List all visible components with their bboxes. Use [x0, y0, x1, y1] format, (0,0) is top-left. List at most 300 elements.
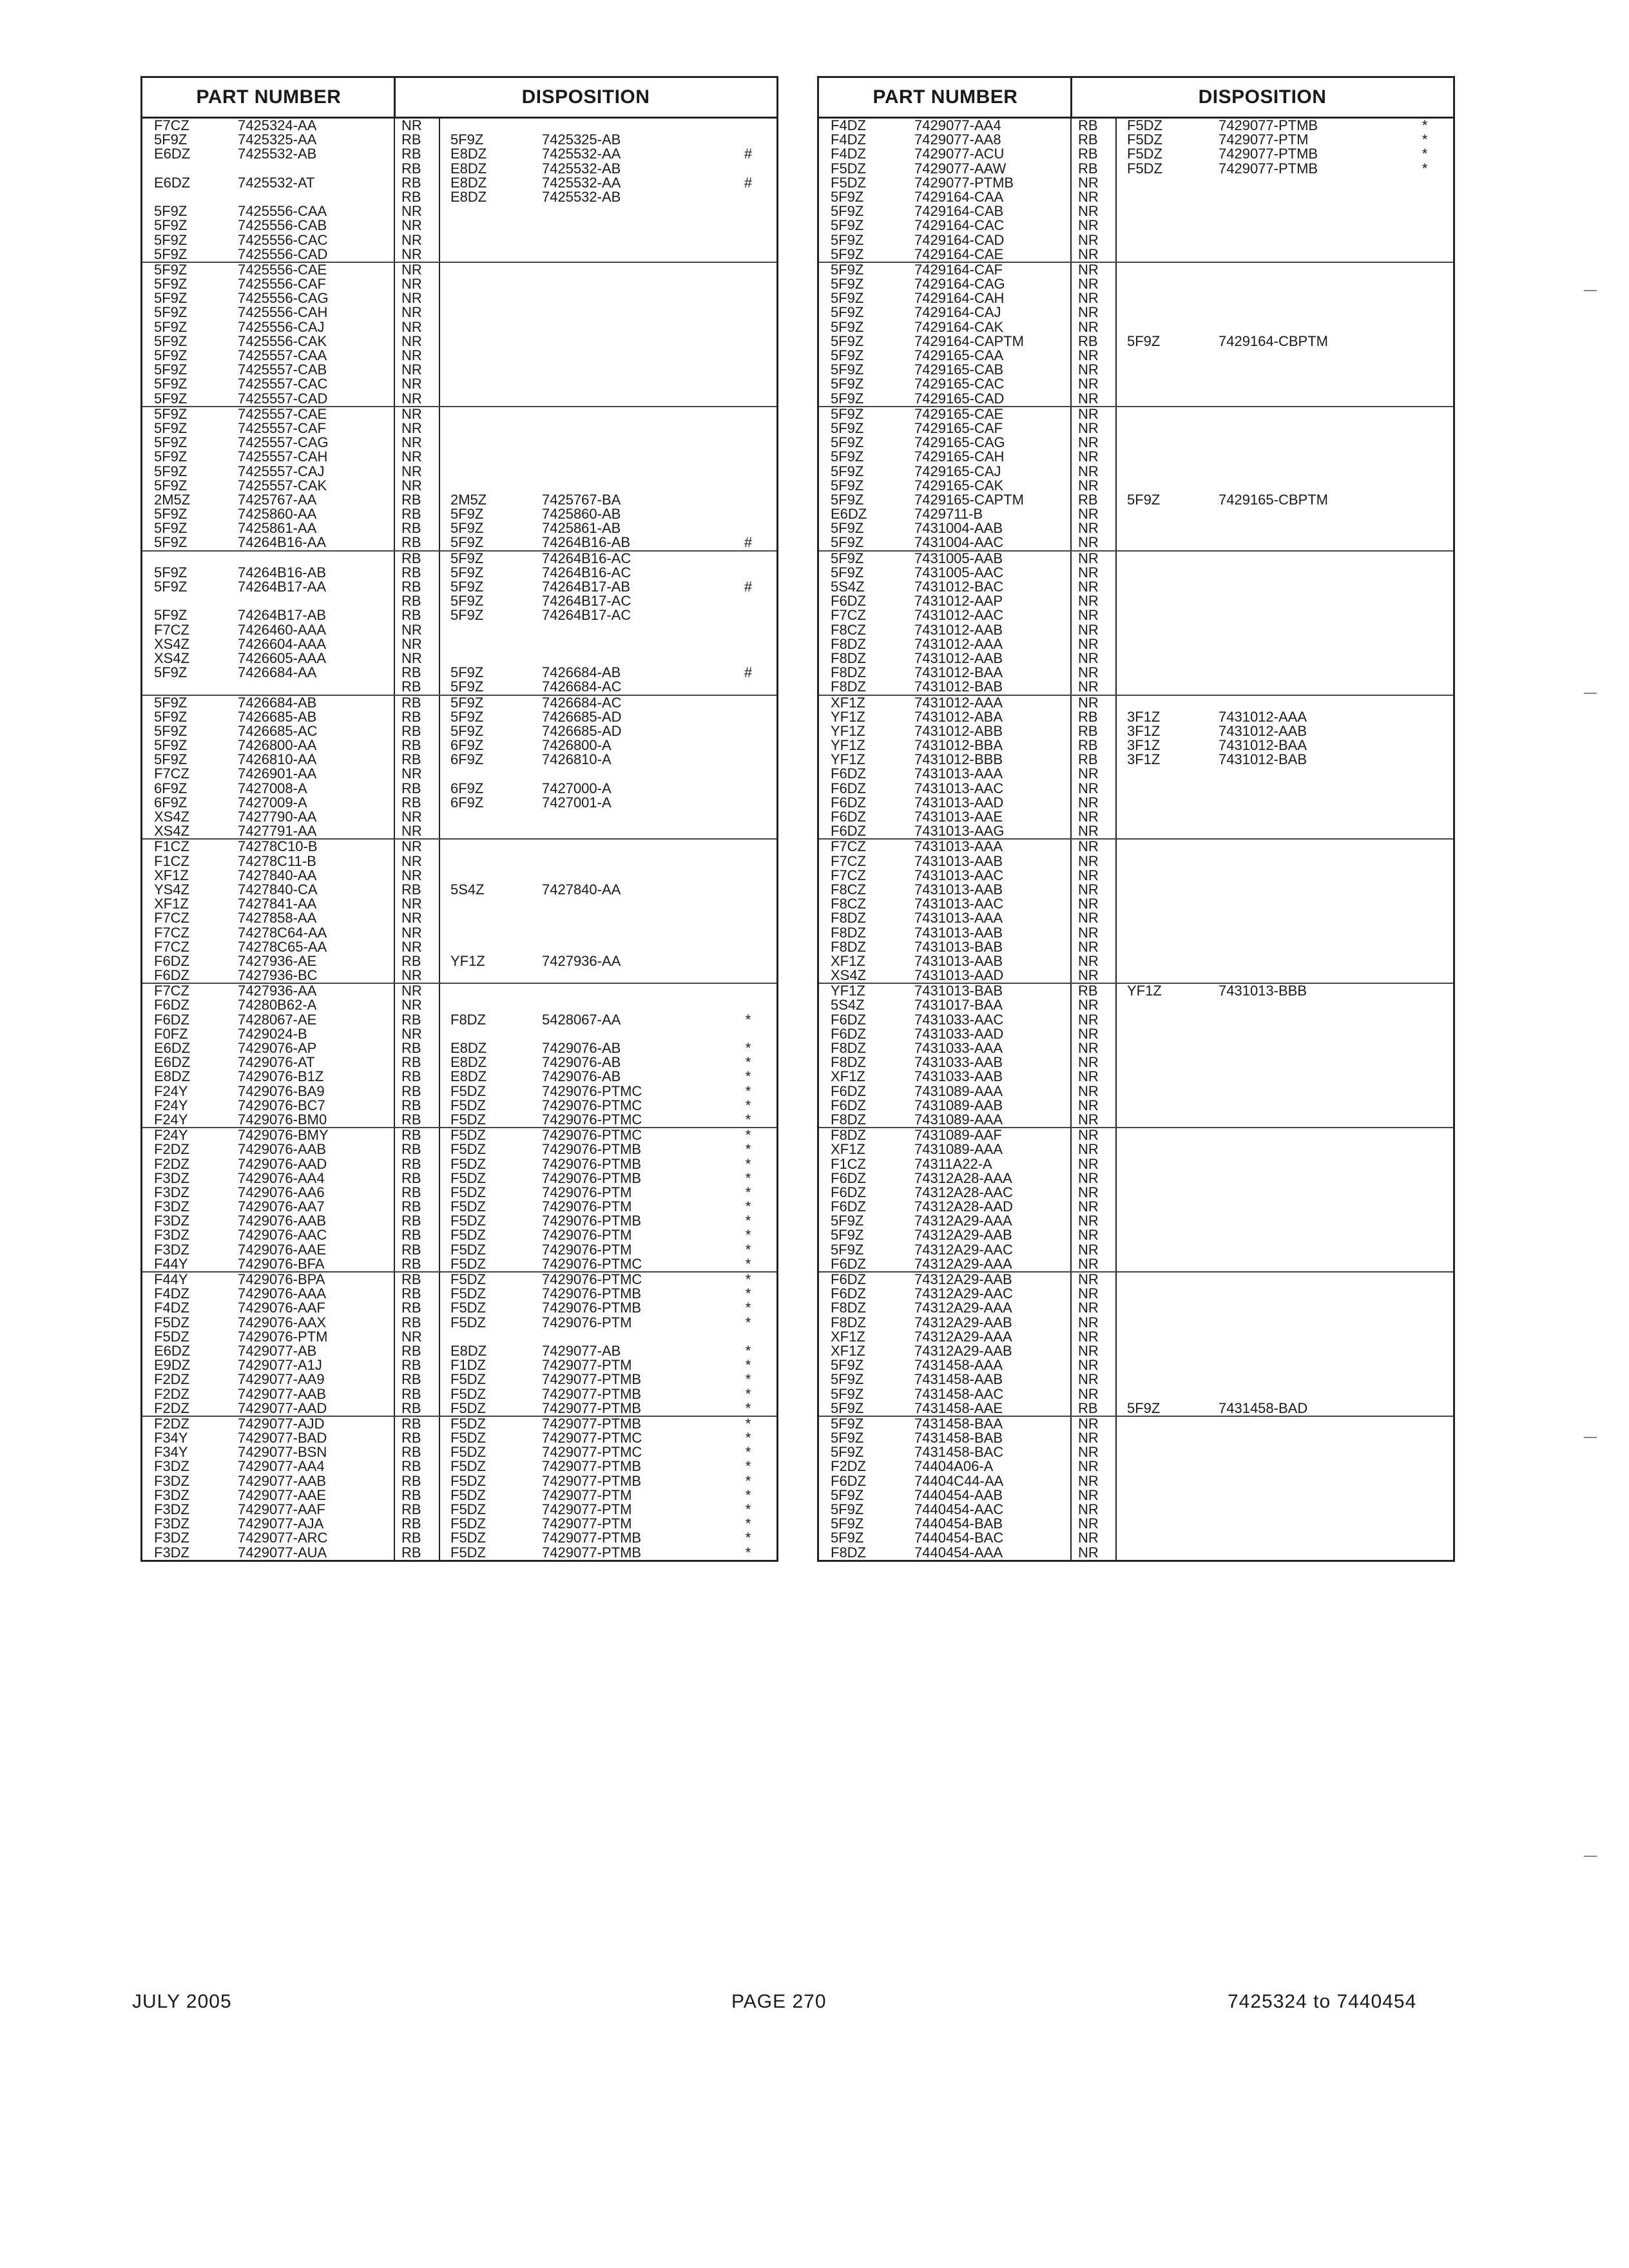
disposition-code: NR: [1078, 1300, 1099, 1316]
disposition-code: NR: [1078, 1357, 1099, 1374]
disposition-code: NR: [401, 245, 422, 262]
note-mark: *: [1422, 117, 1428, 133]
part-number: 7425532-AB: [238, 146, 317, 162]
disposition-code: RB: [401, 1444, 421, 1461]
prefix: F4DZ: [154, 1300, 189, 1316]
new-part-number: 7429077-PTMB: [542, 1472, 642, 1489]
prefix: F6DZ: [831, 1025, 866, 1042]
table-row: [819, 1387, 1453, 1401]
new-prefix: 5F9Z: [1127, 1399, 1161, 1416]
disposition-code: NR: [401, 290, 422, 307]
prefix: 5F9Z: [831, 1399, 864, 1416]
new-part-number: 74264B16-AC: [542, 564, 631, 581]
part-number: 7431005-AAB: [914, 550, 1003, 566]
disposition-code: NR: [401, 1025, 422, 1042]
disposition-code: RB: [401, 188, 421, 205]
part-number-heading: PART NUMBER: [196, 86, 342, 108]
table-row: [819, 1459, 1453, 1474]
new-part-number: 7429076-PTM: [542, 1314, 632, 1331]
table-row: [142, 651, 776, 666]
prefix: 5F9Z: [831, 1444, 864, 1461]
part-number: 74312A28-AAC: [914, 1184, 1013, 1200]
part-number: 7429076-BM0: [238, 1111, 327, 1128]
table-row: [142, 1401, 776, 1416]
part-number: 7429165-CAH: [914, 448, 1005, 465]
prefix: 5F9Z: [831, 276, 864, 293]
disposition-code: NR: [1078, 1415, 1099, 1432]
new-part-number: 7425861-AB: [542, 520, 621, 537]
note-mark: *: [745, 1472, 751, 1489]
disposition-code: NR: [401, 276, 422, 293]
disposition-code: NR: [1078, 1458, 1099, 1475]
disposition-code: NR: [401, 852, 422, 869]
disposition-code: NR: [1078, 1328, 1099, 1345]
new-part-number: 7427000-A: [542, 780, 612, 796]
disposition-code: NR: [1078, 245, 1099, 262]
prefix: 5F9Z: [831, 332, 864, 349]
part-number: 7429077-PTMB: [914, 174, 1014, 191]
disposition-code: NR: [401, 896, 422, 912]
table-row: [819, 190, 1453, 204]
table-row: [142, 1128, 776, 1142]
table-row: [142, 1027, 776, 1041]
part-number: 7429165-CAE: [914, 405, 1004, 422]
prefix: E6DZ: [154, 1054, 191, 1071]
prefix: XF1Z: [831, 1068, 865, 1085]
table-row: [819, 493, 1453, 507]
note-mark: *: [745, 1530, 751, 1546]
note-mark: *: [745, 1342, 751, 1359]
part-number: 7429076-AAA: [238, 1285, 326, 1302]
new-prefix: 3F1Z: [1127, 708, 1161, 725]
disposition-code: NR: [401, 419, 422, 436]
part-number: 7429165-CAB: [914, 361, 1004, 378]
new-prefix: F5DZ: [450, 1300, 486, 1316]
part-number: 7431004-AAB: [914, 520, 1003, 537]
table-row: [819, 1013, 1453, 1027]
disposition-code: RB: [401, 881, 421, 898]
table-row: [142, 479, 776, 493]
disposition-code: NR: [1078, 924, 1099, 941]
prefix: 5F9Z: [831, 448, 864, 465]
table-row: [142, 666, 776, 680]
table-row: [819, 824, 1453, 838]
disposition-code: NR: [1078, 1227, 1099, 1244]
note-mark: *: [745, 1486, 751, 1503]
new-prefix: F5DZ: [450, 1399, 486, 1416]
disposition-code: NR: [1078, 361, 1099, 378]
table-row: [819, 796, 1453, 810]
part-number: 7440454-AAC: [914, 1501, 1004, 1517]
prefix: F8DZ: [831, 1111, 866, 1128]
new-part-number: 7429077-PTM: [542, 1515, 632, 1532]
new-prefix: 5F9Z: [450, 664, 484, 681]
part-number: 7425557-CAK: [238, 477, 327, 494]
disposition-code: NR: [401, 448, 422, 465]
table-row: [142, 1013, 776, 1027]
prefix: 5F9Z: [154, 607, 188, 624]
part-number: 7431017-BAA: [914, 997, 1003, 1014]
part-number: 7431458-AAC: [914, 1385, 1004, 1402]
new-part-number: 7429077-PTMB: [1219, 146, 1318, 162]
margin-mark: [1584, 1856, 1597, 1857]
new-prefix: 5F9Z: [450, 506, 484, 523]
disposition-code: RB: [401, 1342, 421, 1359]
prefix: 5F9Z: [154, 664, 188, 681]
table-row: [142, 608, 776, 622]
table-row: [819, 608, 1453, 622]
disposition-code: RB: [401, 491, 421, 508]
note-mark: *: [745, 1011, 751, 1028]
part-number: 7429076-BMY: [238, 1127, 329, 1144]
disposition-code: NR: [1078, 1430, 1099, 1446]
row-group: [142, 263, 776, 407]
disposition-code: RB: [1078, 131, 1098, 148]
disposition-code: NR: [401, 405, 422, 422]
disposition-code: RB: [401, 1271, 421, 1287]
new-part-number: 7429076-PTMB: [542, 1155, 642, 1172]
table-row: [142, 810, 776, 824]
disposition-code: NR: [1078, 607, 1099, 624]
table-row: [142, 1417, 776, 1431]
table-row: [819, 1301, 1453, 1315]
prefix: 5F9Z: [831, 1501, 864, 1517]
new-part-number: 7429076-PTMC: [542, 1127, 642, 1144]
table-row: [142, 984, 776, 998]
prefix: F6DZ: [831, 780, 866, 796]
table-row: [819, 465, 1453, 479]
table-row: [142, 1171, 776, 1186]
prefix: 5F9Z: [154, 332, 188, 349]
new-part-number: 7429076-AB: [542, 1068, 621, 1085]
disposition-code: NR: [1078, 1515, 1099, 1532]
disposition-code: RB: [401, 564, 421, 581]
new-part-number: 7425767-BA: [542, 491, 621, 508]
part-number: 7440454-AAA: [914, 1544, 1003, 1561]
prefix: 5F9Z: [154, 276, 188, 293]
disposition-code: RB: [401, 174, 421, 191]
prefix: 5F9Z: [831, 261, 864, 278]
note-mark: *: [745, 1054, 751, 1071]
prefix: F8DZ: [831, 1314, 866, 1331]
table-row: [819, 840, 1453, 854]
note-mark: *: [745, 1169, 751, 1186]
disposition-code: NR: [1078, 217, 1099, 234]
part-number: 7428067-AE: [238, 1011, 317, 1028]
disposition-code: RB: [401, 751, 421, 768]
new-part-number: 7429076-PTMB: [542, 1300, 642, 1316]
prefix: 5F9Z: [154, 463, 188, 479]
table-row: [819, 1316, 1453, 1330]
prefix: F6DZ: [831, 1082, 866, 1099]
table-row: [819, 1474, 1453, 1488]
prefix: F8CZ: [831, 881, 866, 898]
disposition-code: RB: [401, 1241, 421, 1258]
part-number: 7429077-AJD: [238, 1415, 325, 1432]
prefix: 5F9Z: [154, 694, 188, 711]
prefix: F44Y: [154, 1255, 188, 1272]
note-mark: *: [745, 1430, 751, 1446]
disposition-code: NR: [1078, 1314, 1099, 1331]
part-number: 74280B62-A: [238, 997, 317, 1014]
disposition-code: NR: [1078, 1198, 1099, 1215]
disposition-code: RB: [401, 1111, 421, 1128]
disposition-code: RB: [401, 1314, 421, 1331]
prefix: F8DZ: [831, 1040, 866, 1056]
new-prefix: F5DZ: [450, 1169, 486, 1186]
table-row: [819, 521, 1453, 535]
prefix: F6DZ: [831, 1011, 866, 1028]
prefix: 5F9Z: [831, 1515, 864, 1532]
prefix: 5F9Z: [154, 751, 188, 768]
disposition-code: NR: [1078, 304, 1099, 321]
part-number: 7429164-CAJ: [914, 304, 1001, 321]
part-number: 7431013-AAE: [914, 809, 1003, 825]
prefix: F6DZ: [831, 1169, 866, 1186]
table-row: [142, 204, 776, 218]
table-row: [819, 133, 1453, 147]
table-row: [142, 637, 776, 651]
note-mark: *: [745, 1385, 751, 1402]
part-number: 74312A29-AAC: [914, 1285, 1013, 1302]
table-row: [142, 1431, 776, 1445]
disposition-code: NR: [401, 117, 422, 133]
note-mark: *: [745, 1082, 751, 1099]
part-number: 7431013-AAD: [914, 967, 1004, 984]
part-number: 7431458-AAB: [914, 1371, 1003, 1388]
prefix: F6DZ: [154, 997, 189, 1014]
part-number: 7425556-CAC: [238, 231, 328, 248]
prefix: XS4Z: [831, 967, 867, 984]
note-mark: *: [745, 1399, 751, 1416]
part-number: 7425325-AA: [238, 131, 317, 148]
new-part-number: 7429077-PTMB: [542, 1371, 642, 1388]
disposition-code: NR: [1078, 390, 1099, 407]
part-number: 7427840-CA: [238, 881, 318, 898]
prefix: 5F9Z: [154, 304, 188, 321]
new-prefix: F5DZ: [450, 1141, 486, 1158]
new-part-number: 7426684-AC: [542, 678, 622, 695]
part-number: 7431089-AAA: [914, 1141, 1003, 1158]
prefix: XS4Z: [154, 823, 190, 840]
disposition-code: RB: [401, 1399, 421, 1416]
part-number: 7429165-CAG: [914, 434, 1005, 451]
prefix: 5F9Z: [831, 231, 864, 248]
margin-mark: [1584, 693, 1597, 694]
part-number: 7425556-CAD: [238, 245, 328, 262]
disposition-code: RB: [401, 593, 421, 610]
part-number: 7431013-AAB: [914, 924, 1003, 941]
new-prefix: F5DZ: [450, 1501, 486, 1517]
table-row: [819, 1041, 1453, 1055]
table-row: [142, 566, 776, 580]
new-part-number: 74264B17-AC: [542, 607, 631, 624]
part-number: 7427009-A: [238, 794, 307, 811]
part-number: 7440454-BAB: [914, 1515, 1003, 1532]
disposition-code: NR: [1078, 463, 1099, 479]
table-row: [819, 897, 1453, 911]
part-number: 7429076-B1Z: [238, 1068, 324, 1085]
footer-date: JULY 2005: [132, 1991, 232, 2012]
disposition-code: RB: [401, 1285, 421, 1302]
table-row: [142, 854, 776, 869]
part-number: 7425556-CAE: [238, 261, 327, 278]
disposition-code: RB: [401, 506, 421, 523]
prefix: 5F9Z: [831, 1385, 864, 1402]
note-mark: *: [745, 1285, 751, 1302]
new-prefix: F5DZ: [450, 1198, 486, 1215]
new-part-number: 7429076-PTM: [542, 1198, 632, 1215]
table-row: [819, 869, 1453, 883]
part-number: 7431013-AAB: [914, 881, 1003, 898]
table-row: [819, 291, 1453, 305]
disposition-code: NR: [401, 649, 422, 666]
table-row: [142, 1070, 776, 1084]
prefix: 5F9Z: [831, 491, 864, 508]
prefix: F5DZ: [154, 1314, 189, 1331]
disposition-code: NR: [1078, 550, 1099, 566]
disposition-code: RB: [401, 1357, 421, 1374]
disposition-code: RB: [401, 1501, 421, 1517]
new-part-number: 7429076-PTMC: [542, 1271, 642, 1287]
prefix: XS4Z: [154, 649, 190, 666]
table-row: [819, 305, 1453, 320]
new-prefix: E8DZ: [450, 188, 487, 205]
table-row: [142, 796, 776, 810]
disposition-code: NR: [1078, 1544, 1099, 1561]
new-part-number: 74264B17-AC: [542, 593, 631, 610]
part-number: 7429165-CAPTM: [914, 491, 1024, 508]
table-row: [142, 1459, 776, 1474]
prefix: 5F9Z: [154, 405, 188, 422]
disposition-code: RB: [401, 1255, 421, 1272]
prefix: XF1Z: [831, 1342, 865, 1359]
part-number: 7427936-BC: [238, 967, 318, 984]
part-number: 7427858-AA: [238, 910, 317, 927]
part-number: 7431013-BAB: [914, 983, 1003, 999]
disposition-code: NR: [1078, 593, 1099, 610]
row-group: [142, 840, 776, 984]
new-prefix: 5F9Z: [450, 564, 484, 581]
table-row: [819, 594, 1453, 608]
disposition-code: NR: [1078, 952, 1099, 969]
new-part-number: 7431012-AAB: [1219, 722, 1307, 739]
table-row: [819, 651, 1453, 666]
table-row: [142, 1099, 776, 1113]
table-row: [819, 724, 1453, 738]
disposition-code: NR: [1078, 203, 1099, 220]
note-mark: *: [745, 1198, 751, 1215]
part-number: 7431012-AAA: [914, 694, 1003, 711]
part-number: 7431013-AAC: [914, 896, 1004, 912]
part-number: 7425556-CAG: [238, 290, 329, 307]
part-number: 7431013-AAD: [914, 794, 1004, 811]
disposition-code: RB: [401, 1472, 421, 1489]
new-part-number: 7429076-PTMB: [542, 1141, 642, 1158]
disposition-code: NR: [1078, 1486, 1099, 1503]
new-part-number: 7429077-PTM: [542, 1357, 632, 1374]
part-number: 7429077-AAF: [238, 1501, 325, 1517]
part-number: 7425557-CAC: [238, 376, 328, 392]
part-number: 7431012-BBB: [914, 751, 1003, 768]
disposition-code: NR: [401, 938, 422, 955]
table-row: [142, 1273, 776, 1287]
part-number: 7427936-AA: [238, 983, 317, 999]
prefix: F8DZ: [831, 664, 866, 681]
table-row: [142, 493, 776, 507]
disposition-code: NR: [1078, 1127, 1099, 1144]
table-row: [142, 968, 776, 983]
table-row: [142, 1358, 776, 1372]
new-prefix: 5F9Z: [450, 593, 484, 610]
table-row: [819, 696, 1453, 710]
part-number: 7429165-CAC: [914, 376, 1005, 392]
part-number: 7431012-AAC: [914, 607, 1004, 624]
table-row: [819, 1417, 1453, 1431]
disposition-code: NR: [1078, 1054, 1099, 1071]
part-number: 7429164-CAD: [914, 231, 1005, 248]
part-number: 7425532-AT: [238, 174, 315, 191]
prefix: 5F9Z: [831, 550, 864, 566]
disposition-code: NR: [1078, 967, 1099, 984]
part-number: 74404C44-AA: [914, 1472, 1004, 1489]
new-part-number: 7427840-AA: [542, 881, 621, 898]
prefix: E6DZ: [831, 506, 867, 523]
part-number: 7431033-AAB: [914, 1068, 1003, 1085]
table-row: [142, 680, 776, 694]
table-row: [819, 1431, 1453, 1445]
margin-mark: [1584, 290, 1597, 291]
part-number: 7429164-CAK: [914, 318, 1004, 335]
part-number: 74311A22-A: [914, 1155, 992, 1172]
prefix: F2DZ: [154, 1141, 189, 1158]
disposition-code: NR: [1078, 1255, 1099, 1272]
part-number: 7429077-BAD: [238, 1430, 327, 1446]
row-group: [142, 984, 776, 1128]
new-prefix: 5F9Z: [450, 520, 484, 537]
disposition-code: RB: [401, 737, 421, 754]
prefix: E6DZ: [154, 1040, 191, 1056]
part-number: 7431012-BBA: [914, 737, 1003, 754]
prefix: F6DZ: [831, 823, 866, 840]
disposition-code: NR: [1078, 1444, 1099, 1461]
prefix: F6DZ: [154, 1011, 189, 1028]
table-row: [819, 450, 1453, 464]
part-number: 7431458-AAE: [914, 1399, 1003, 1416]
prefix: 5F9Z: [154, 477, 188, 494]
part-number: 7429077-AA9: [238, 1371, 325, 1388]
part-number: 7427008-A: [238, 780, 307, 796]
prefix: YF1Z: [831, 708, 865, 725]
disposition-code: RB: [401, 1155, 421, 1172]
new-part-number: 5428067-AA: [542, 1011, 621, 1028]
disposition-code: RB: [401, 952, 421, 969]
disposition-code: RB: [401, 550, 421, 566]
table-row: [142, 1113, 776, 1127]
disposition-code: NR: [401, 997, 422, 1014]
prefix: XF1Z: [154, 867, 189, 883]
disposition-code: NR: [401, 434, 422, 451]
table-row: [819, 377, 1453, 391]
disposition-code: NR: [401, 203, 422, 220]
disposition-code: NR: [1078, 678, 1099, 695]
part-number: 7425557-CAG: [238, 434, 329, 451]
new-prefix: 5F9Z: [450, 722, 484, 739]
row-group: [819, 984, 1453, 1128]
disposition-code: NR: [401, 1328, 422, 1345]
new-prefix: F5DZ: [450, 1458, 486, 1475]
part-number: 7429076-AAE: [238, 1241, 326, 1258]
